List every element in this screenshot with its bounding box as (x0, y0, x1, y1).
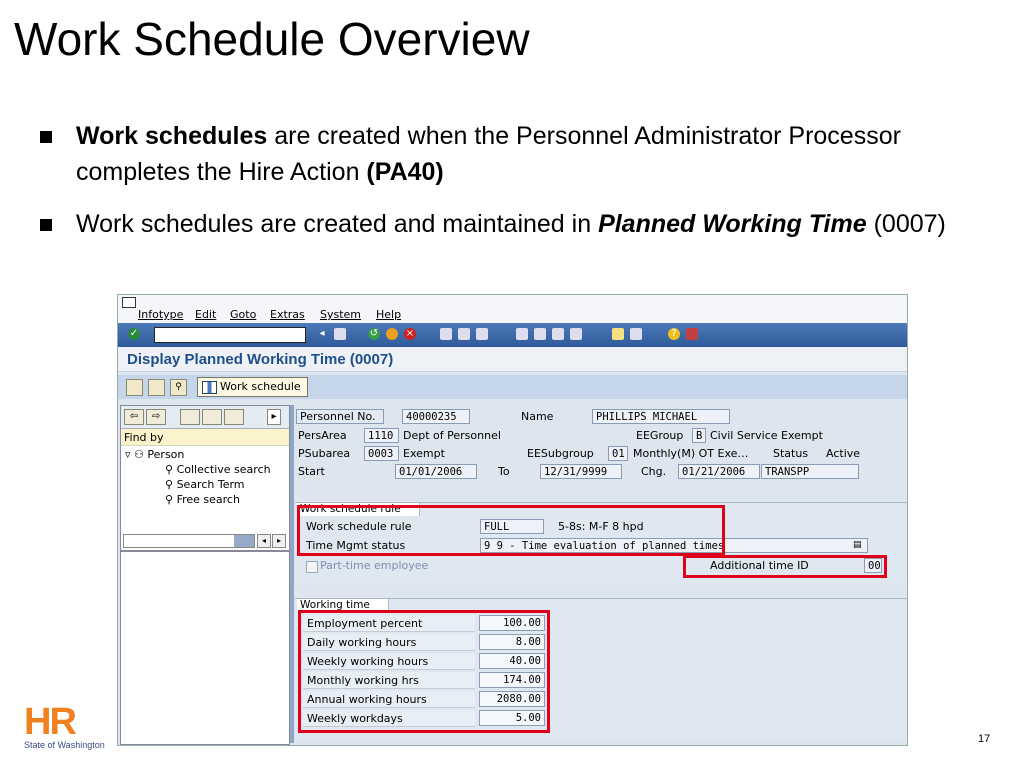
psubarea-field: 0003 (364, 446, 399, 461)
menu-extras[interactable]: Extras (270, 308, 305, 321)
command-dropdown-icon[interactable] (290, 331, 298, 339)
work-schedule-button[interactable] (197, 377, 308, 397)
working-time-row-label: Employment percent (303, 615, 475, 632)
menu-system[interactable]: System (320, 308, 362, 321)
back-icon[interactable]: ↺ (369, 328, 379, 339)
bullet-1-bold-2: (PA40) (366, 158, 444, 186)
menu-edit[interactable]: Edit (195, 308, 217, 321)
bullet-1-bold: Work schedules (76, 122, 268, 150)
binoculars-icon: ⚲ (165, 478, 174, 491)
person-icon[interactable]: ⚲ (170, 379, 187, 396)
calendar-icon (202, 381, 217, 394)
create-session-icon[interactable] (612, 328, 624, 340)
working-time-group-title: Working time (297, 599, 389, 612)
binoculars-icon: ⚲ (165, 493, 174, 506)
eegroup-text: Civil Service Exempt (710, 429, 823, 442)
tree-item-search-term[interactable] (165, 478, 245, 491)
overview-icon[interactable] (148, 379, 165, 396)
sap-window (117, 294, 908, 746)
work-schedule-rule-text: 5-8s: M-F 8 hpd (558, 520, 644, 533)
start-date-field: 01/01/2006 (395, 464, 477, 479)
to-label: To (498, 465, 510, 478)
part-time-label: Part-time employee (320, 559, 429, 572)
name-label: Name (521, 410, 554, 423)
screen-title-bar (118, 347, 907, 372)
menu-goto[interactable]: Goto (230, 308, 257, 321)
tree-item-person-label: Person (147, 448, 185, 461)
eesubgroup-text: Monthly(M) OT Exe… (633, 447, 749, 460)
dropdown-icon[interactable]: ▤ (853, 540, 862, 550)
part-time-checkbox[interactable] (306, 561, 318, 573)
toggle-icon[interactable] (126, 379, 143, 396)
work-schedule-button-label: Work schedule (220, 380, 301, 393)
screen-title: Display Planned Working Time (0007) (127, 351, 394, 368)
menu-help[interactable]: Help (376, 308, 402, 321)
bullet-2-bolditalic: Planned Working Time (598, 210, 867, 238)
persarea-text: Dept of Personnel (403, 429, 501, 442)
object-manager-panel (120, 405, 290, 745)
working-time-row-value: 100.00 (479, 615, 545, 631)
application-toolbar (118, 375, 907, 399)
save-icon[interactable] (334, 328, 346, 340)
bullet-square-icon (40, 131, 52, 143)
tree-item-search-term-label: Search Term (176, 478, 245, 491)
changed-by-field: TRANSPP (761, 464, 859, 479)
work-schedule-rule-field: FULL (480, 519, 544, 534)
changed-date-field: 01/21/2006 (678, 464, 760, 479)
object-manager-toolbar (121, 406, 289, 429)
panel-divider[interactable] (121, 550, 289, 552)
scroll-right-icon[interactable]: ▸ (272, 534, 286, 548)
work-schedule-rule-group-title: Work schedule rule (297, 503, 420, 516)
scroll-right-icon[interactable]: ▸ (267, 409, 281, 425)
app-menu-icon[interactable] (122, 297, 136, 308)
status-value: Active (826, 447, 861, 460)
menu-infotype[interactable]: Infotype (138, 308, 184, 321)
find-next-icon[interactable] (476, 328, 488, 340)
chg-label: Chg. (641, 465, 667, 478)
bullet-2-tail: (0007) (866, 210, 946, 238)
scroll-left-icon[interactable]: ◂ (257, 534, 271, 548)
tree-item-free-search-label: Free search (176, 493, 240, 506)
people-icon: ⚇ (134, 448, 144, 461)
list-icon[interactable] (202, 409, 222, 425)
page-number: 17 (978, 733, 991, 745)
binoculars-icon: ⚲ (165, 463, 174, 476)
working-time-row-value: 8.00 (479, 634, 545, 650)
last-page-icon[interactable] (570, 328, 582, 340)
tree-item-collective-label: Collective search (176, 463, 271, 476)
working-time-row-label: Weekly working hours (303, 653, 475, 670)
tree-item-collective-search[interactable] (165, 463, 271, 476)
eegroup-field: B (692, 428, 706, 443)
cancel-icon[interactable]: × (405, 328, 415, 339)
first-page-icon[interactable] (516, 328, 528, 340)
eesubgroup-label: EESubgroup (527, 447, 594, 460)
print-icon[interactable] (440, 328, 452, 340)
working-time-row-value: 40.00 (479, 653, 545, 669)
personnel-no-field[interactable]: 40000235 (402, 409, 470, 424)
work-schedule-rule-label: Work schedule rule (306, 520, 412, 533)
time-mgmt-status-field: 9 9 - Time evaluation of planned times (480, 538, 868, 553)
working-time-row-value: 2080.00 (479, 691, 545, 707)
persarea-field: 1110 (364, 428, 399, 443)
additional-time-id-label: Additional time ID (710, 559, 809, 572)
panel-splitter[interactable] (290, 405, 294, 743)
status-label: Status (773, 447, 809, 460)
grid-icon[interactable] (224, 409, 244, 425)
exit-icon[interactable] (386, 328, 398, 340)
hr-logo (24, 701, 114, 750)
tree-item-free-search[interactable] (165, 493, 240, 506)
additional-time-id-field: 00 (864, 558, 882, 573)
highlight-additional-time-id (683, 555, 887, 578)
shortcut-icon[interactable] (630, 328, 642, 340)
enter-icon[interactable]: ✓ (129, 328, 139, 339)
previous-page-icon[interactable] (534, 328, 546, 340)
start-label: Start (298, 465, 325, 478)
detail-icon[interactable] (180, 409, 200, 425)
to-date-field: 12/31/9999 (540, 464, 622, 479)
find-icon[interactable] (458, 328, 470, 340)
working-time-row-label: Weekly workdays (303, 710, 475, 727)
hr-logo-subtitle: State of Washington (24, 740, 105, 750)
eegroup-label: EEGroup (636, 429, 684, 442)
time-mgmt-status-label: Time Mgmt status (306, 539, 406, 552)
highlight-work-schedule-rule (297, 505, 725, 556)
working-time-row-label: Daily working hours (303, 634, 475, 651)
bullet-1-text: are created when the Personnel Administrator Processor completes the Hire Action (76, 122, 901, 186)
forward-arrow-icon[interactable]: ⇨ (146, 409, 166, 425)
tree-item-person[interactable]: ▿ ⚇ Person (125, 448, 185, 461)
main-area (295, 405, 907, 745)
bullet-2-text: Work schedules are created and maintained in (76, 210, 599, 238)
name-field: PHILLIPS MICHAEL (592, 409, 730, 424)
back-arrow-icon[interactable]: ⇦ (124, 409, 144, 425)
horizontal-scrollbar[interactable] (123, 534, 255, 548)
working-time-row-label: Monthly working hrs (303, 672, 475, 689)
slide-title: Work Schedule Overview (14, 13, 530, 65)
eesubgroup-field: 01 (608, 446, 628, 461)
working-time-row-value: 174.00 (479, 672, 545, 688)
hr-logo-mark: HR (24, 701, 75, 743)
working-time-row-value: 5.00 (479, 710, 545, 726)
personnel-no-label: Personnel No. (296, 409, 384, 424)
layout-menu-icon[interactable] (686, 328, 698, 340)
persarea-label: PersArea (298, 429, 347, 442)
back-arrow-icon[interactable]: ◂ (319, 328, 325, 339)
command-field[interactable] (154, 327, 306, 343)
psubarea-label: PSubarea (298, 447, 351, 460)
bullet-square-icon (40, 219, 52, 231)
next-page-icon[interactable] (552, 328, 564, 340)
scrollbar-thumb[interactable] (234, 535, 254, 547)
highlight-working-time (298, 610, 550, 733)
standard-toolbar (118, 323, 907, 347)
psubarea-text: Exempt (403, 447, 445, 460)
menu-bar (118, 295, 907, 323)
help-icon[interactable]: ? (668, 328, 680, 340)
find-by-header: Find by (121, 429, 289, 446)
working-time-row-label: Annual working hours (303, 691, 475, 708)
